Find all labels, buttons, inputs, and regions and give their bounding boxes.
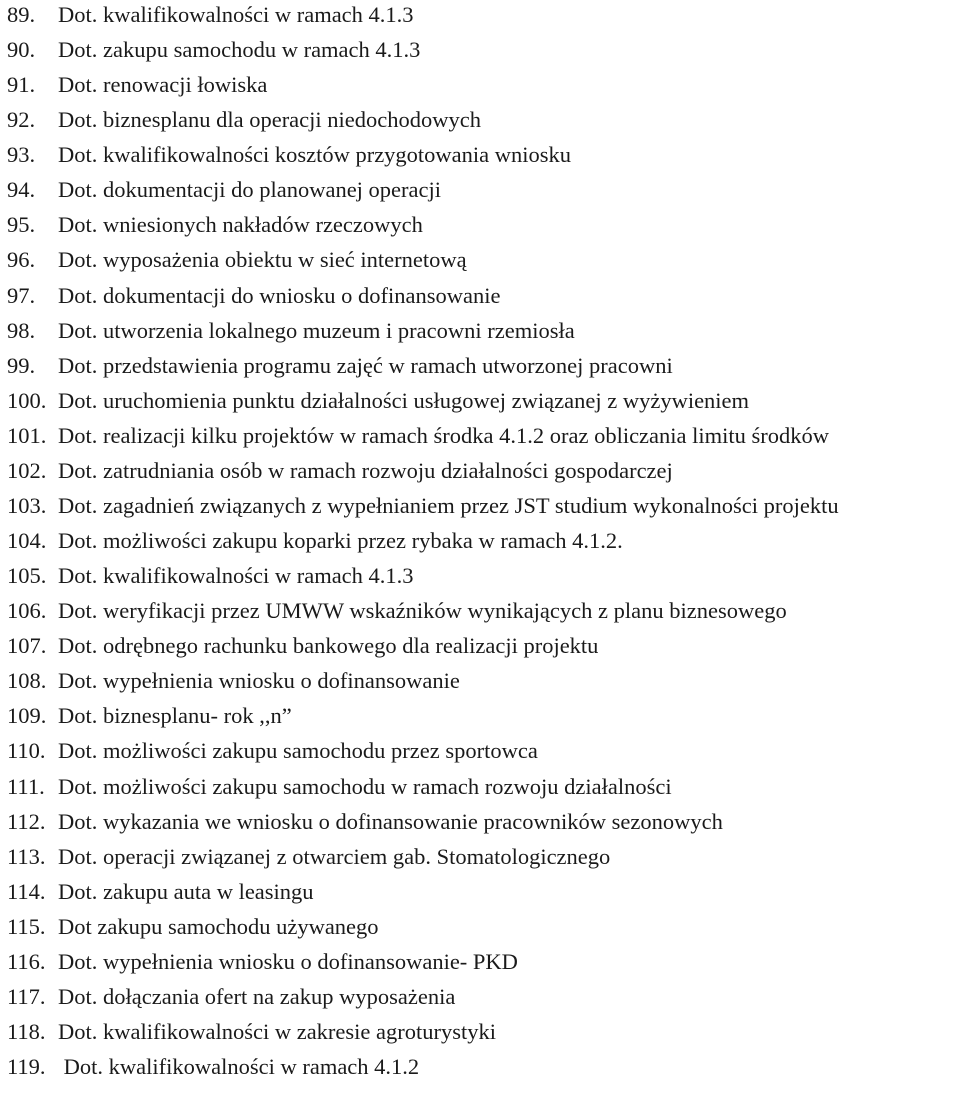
item-text: Dot. zakupu auta w leasingu	[58, 879, 314, 904]
item-text: Dot. możliwości zakupu samochodu w ramach rozwoju działalności	[58, 774, 672, 799]
list-item	[7, 245, 467, 275]
list-item	[7, 140, 571, 170]
list-item	[7, 807, 723, 837]
item-text: Dot. przedstawienia programu zajęć w ramach utworzonej pracowni	[58, 353, 673, 378]
list-item	[7, 526, 623, 556]
list-item	[7, 1017, 496, 1047]
item-text: Dot. kwalifikowalności w zakresie agroturystyki	[58, 1019, 497, 1044]
list-item	[7, 70, 267, 100]
list-item	[7, 421, 829, 451]
item-text: Dot. weryfikacji przez UMWW wskaźników wynikających z planu biznesowego	[58, 598, 787, 623]
item-number: 113.	[7, 844, 46, 869]
list-item	[7, 210, 423, 240]
list-item	[7, 631, 598, 661]
item-text: Dot. biznesplanu dla operacji niedochodowych	[58, 107, 481, 132]
list-item	[7, 736, 538, 766]
item-number: 117.	[7, 984, 46, 1009]
item-number: 89.	[7, 2, 36, 27]
item-text: Dot. biznesplanu- rok ,,n”	[58, 703, 292, 728]
item-number: 90.	[7, 37, 36, 62]
item-number: 111.	[7, 774, 45, 799]
item-text: Dot. możliwości zakupu samochodu przez sportowca	[58, 738, 538, 763]
item-text: Dot. wykazania we wniosku o dofinansowanie pracowników sezonowych	[58, 809, 723, 834]
list-item	[7, 491, 839, 521]
item-number: 119.	[7, 1054, 46, 1079]
list-item	[7, 281, 500, 311]
list-item	[7, 105, 481, 135]
list-item	[7, 561, 414, 591]
item-number: 98.	[7, 318, 36, 343]
item-number: 97.	[7, 283, 36, 308]
item-number: 95.	[7, 212, 36, 237]
item-number: 104.	[7, 528, 47, 553]
item-text: Dot. kwalifikowalności kosztów przygotowania wniosku	[58, 142, 572, 167]
item-number: 116.	[7, 949, 46, 974]
item-number: 100.	[7, 388, 47, 413]
item-number: 118.	[7, 1019, 46, 1044]
list-item	[7, 175, 441, 205]
list-item	[7, 947, 518, 977]
item-text: Dot. kwalifikowalności w ramach 4.1.3	[58, 2, 414, 27]
list-item	[7, 596, 787, 626]
item-text: Dot. wypełnienia wniosku o dofinansowanie- PKD	[58, 949, 518, 974]
list-item	[7, 351, 673, 381]
list-item	[7, 877, 314, 907]
list-item	[7, 35, 420, 65]
item-text: Dot. dołączania ofert na zakup wyposażenia	[58, 984, 456, 1009]
item-number: 107.	[7, 633, 47, 658]
item-number: 103.	[7, 493, 47, 518]
item-text: Dot. odrębnego rachunku bankowego dla realizacji projektu	[58, 633, 599, 658]
item-text: Dot. kwalifikowalności w ramach 4.1.3	[58, 563, 414, 588]
item-number: 96.	[7, 247, 36, 272]
list-item	[7, 842, 610, 872]
item-number: 105.	[7, 563, 47, 588]
item-text: Dot. operacji związanej z otwarciem gab. Stomatologicznego	[58, 844, 611, 869]
item-text: Dot. uruchomienia punktu działalności usługowej związanej z wyżywieniem	[58, 388, 750, 413]
item-text: Dot. zagadnień związanych z wypełnianiem przez JST studium wykonalności projektu	[58, 493, 839, 518]
item-text: Dot. wyposażenia obiektu w sieć internetową	[58, 247, 467, 272]
item-number: 108.	[7, 668, 47, 693]
item-number: 109.	[7, 703, 47, 728]
item-number: 94.	[7, 177, 36, 202]
item-number: 112.	[7, 809, 46, 834]
item-number: 115.	[7, 914, 46, 939]
item-text: Dot. wypełnienia wniosku o dofinansowanie	[58, 668, 460, 693]
item-text: Dot. wniesionych nakładów rzeczowych	[58, 212, 423, 237]
item-text: Dot. zatrudniania osób w ramach rozwoju działalności gospodarczej	[58, 458, 673, 483]
list-item	[7, 456, 673, 486]
list-item	[7, 0, 414, 30]
item-text: Dot. realizacji kilku projektów w ramach środka 4.1.2 oraz obliczania limitu środków	[58, 423, 830, 448]
item-number: 101.	[7, 423, 47, 448]
item-number: 92.	[7, 107, 36, 132]
item-number: 102.	[7, 458, 47, 483]
item-text: Dot. kwalifikowalności w ramach 4.1.2	[58, 1054, 420, 1079]
item-text: Dot. renowacji łowiska	[58, 72, 268, 97]
item-text: Dot. możliwości zakupu koparki przez rybaka w ramach 4.1.2.	[58, 528, 623, 553]
item-text: Dot. dokumentacji do planowanej operacji	[58, 177, 442, 202]
list-item	[7, 386, 749, 416]
item-number: 99.	[7, 353, 36, 378]
item-text: Dot zakupu samochodu używanego	[58, 914, 379, 939]
list-item	[7, 772, 672, 802]
item-number: 110.	[7, 738, 46, 763]
item-text: Dot. utworzenia lokalnego muzeum i pracowni rzemiosła	[58, 318, 575, 343]
list-item	[7, 912, 379, 942]
item-number: 106.	[7, 598, 47, 623]
list-item	[7, 982, 455, 1012]
list-item	[7, 316, 575, 346]
item-number: 114.	[7, 879, 46, 904]
item-text: Dot. zakupu samochodu w ramach 4.1.3	[58, 37, 421, 62]
list-item	[7, 701, 292, 731]
item-text: Dot. dokumentacji do wniosku o dofinansowanie	[58, 283, 501, 308]
list-item	[7, 666, 460, 696]
item-number: 93.	[7, 142, 36, 167]
list-item	[7, 1052, 419, 1082]
item-number: 91.	[7, 72, 36, 97]
